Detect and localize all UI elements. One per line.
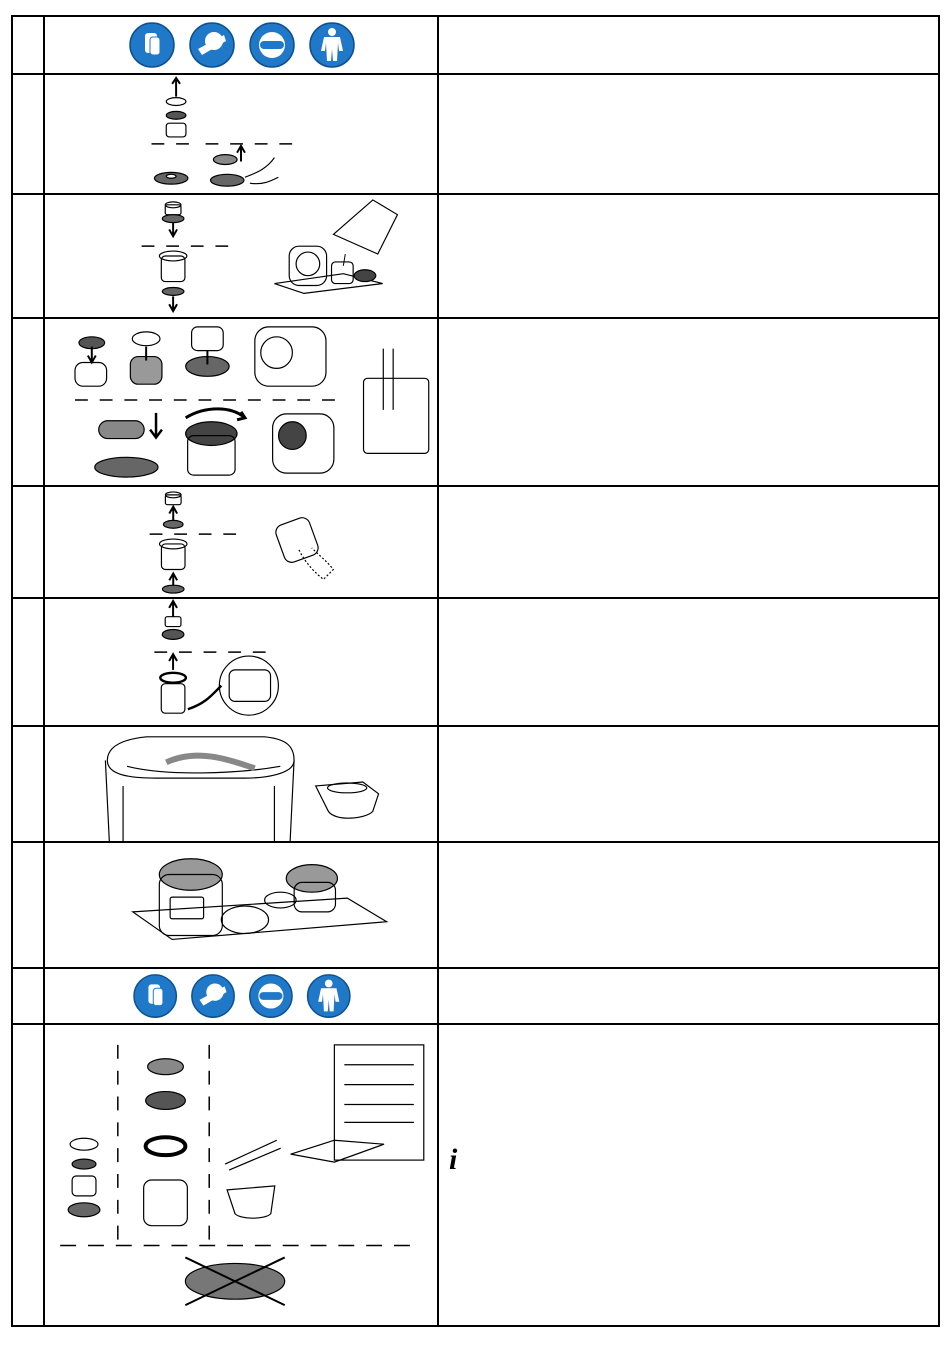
table-row [13,485,938,597]
coverall-icon [308,975,350,1017]
remove-picture-cell [45,487,439,597]
step-text [439,319,938,485]
step-number-cell [13,727,45,841]
table-row [13,725,938,841]
ppe-picture-cell [45,969,439,1023]
table-row [13,317,938,485]
step-number-cell [13,969,45,1023]
ppe-picture-cell [45,17,439,73]
step-number-cell [13,195,45,317]
info-icon: i [449,1143,458,1176]
table-row [13,193,938,317]
remove-gasket-illustration [45,599,437,725]
drain-bowl-illustration [45,195,437,317]
step-number-cell [13,599,45,725]
face-shield-icon [192,975,234,1017]
table-row [13,17,938,73]
step-number-cell [13,487,45,597]
table-row [13,597,938,725]
step-number-cell [13,17,45,73]
ultrasonic-picture-cell [45,727,439,841]
ultrasonic-bath-illustration [45,727,437,841]
step-number-cell [13,75,45,193]
goggles-icon [250,975,292,1017]
instruction-table [11,15,940,1327]
ppe-icons [45,969,437,1023]
dishwasher-cleaning-illustration [45,1025,437,1325]
gloves-icon [134,975,176,1017]
table-row [13,967,938,1023]
step-number-cell [13,1025,45,1325]
step-text [439,599,938,725]
dry-picture-cell [45,843,439,967]
remove-and-empty-illustration [45,487,437,597]
dishwasher-picture-cell [45,1025,439,1325]
step-text [439,727,938,841]
step-text-with-note [439,1025,938,1325]
table-row [13,73,938,193]
step-text [439,75,938,193]
step-text [439,843,938,967]
table-row [13,841,938,967]
step-number-cell [13,319,45,485]
face-shield-icon [190,23,234,67]
drain-picture-cell [45,195,439,317]
gloves-icon [130,23,174,67]
ppe-icons [45,17,437,73]
gasket-picture-cell [45,599,439,725]
disassemble-cap-illustration [45,75,437,193]
table-row [13,1023,938,1325]
goggles-icon [250,23,294,67]
disassemble-picture-cell [45,75,439,193]
assemble-and-run-illustration [45,319,437,485]
step-text [439,195,938,317]
step-text [439,969,938,1023]
dry-parts-illustration [45,843,437,967]
step-text [439,487,938,597]
coverall-icon [310,23,354,67]
step-number-cell [13,843,45,967]
step-text [439,17,938,73]
assemble-picture-cell [45,319,439,485]
